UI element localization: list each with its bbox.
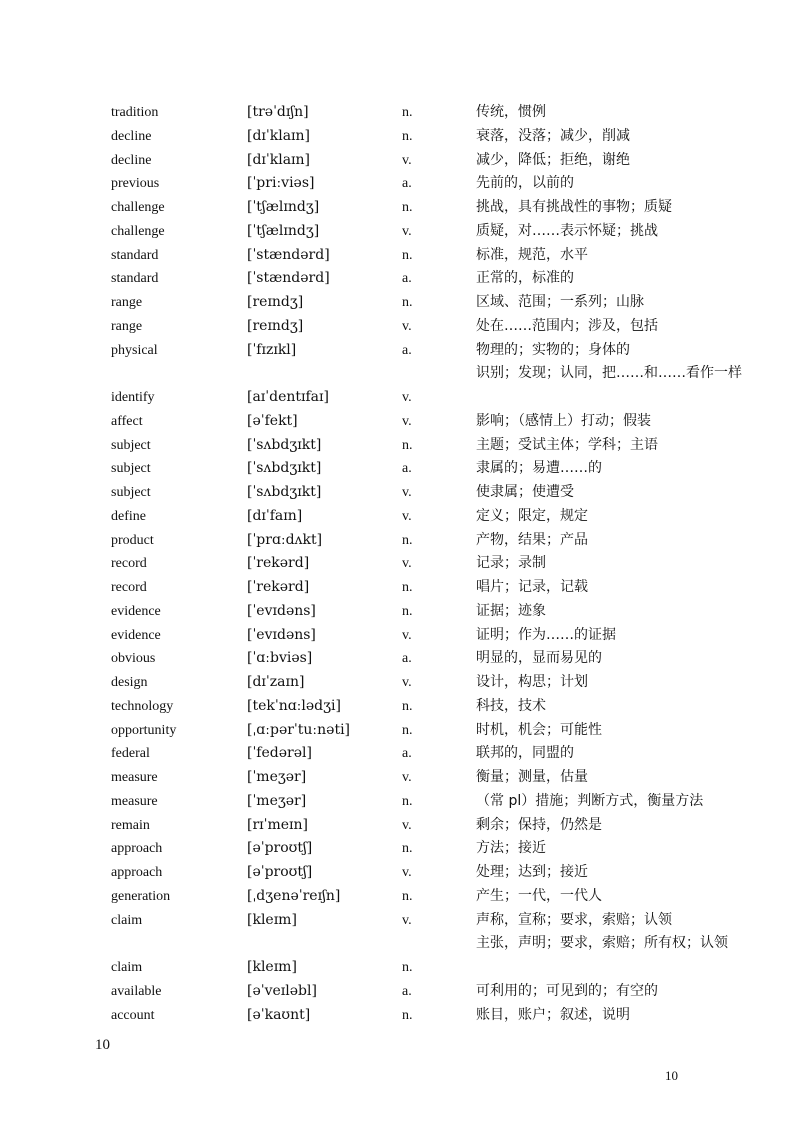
vocab-word: challenge	[111, 200, 165, 215]
vocab-row	[0, 671, 800, 695]
vocab-part-of-speech: n.	[402, 532, 413, 548]
vocab-part-of-speech: v.	[402, 223, 412, 239]
vocab-row	[0, 457, 800, 481]
vocab-word: measure	[111, 793, 158, 809]
vocab-word: affect	[111, 413, 143, 429]
vocab-row	[0, 814, 800, 838]
vocab-word: federal	[111, 746, 150, 762]
vocab-phonetic: [reɪndʒ]	[247, 294, 304, 310]
vocab-word: subject	[111, 461, 151, 477]
vocab-row	[0, 695, 800, 719]
vocab-meaning: 产生；一代，一代人	[476, 887, 602, 904]
vocab-row	[0, 647, 800, 671]
vocab-row	[0, 196, 800, 220]
vocab-part-of-speech: a.	[402, 746, 412, 762]
vocab-part-of-speech: v.	[402, 627, 412, 643]
vocab-phonetic: [tekˈnɑːlədʒi]	[247, 697, 341, 714]
vocab-meaning: 定义；限定，规定	[476, 507, 588, 524]
vocab-meaning: 处理；达到；接近	[476, 864, 588, 880]
vocab-part-of-speech: n.	[402, 437, 413, 453]
vocab-row	[0, 861, 800, 885]
vocab-meaning: 时机，机会；可能性	[476, 721, 602, 738]
vocab-row	[0, 1004, 800, 1028]
vocab-meaning: 衡量；测量，估量	[476, 769, 588, 785]
vocab-meaning: 方法；接近	[476, 840, 546, 857]
vocab-meaning: 标准，规范，水平	[476, 246, 588, 263]
vocab-word: identify	[111, 390, 155, 405]
vocab-row	[0, 291, 800, 315]
vocab-row	[0, 529, 800, 553]
vocab-meaning: 减少，降低；拒绝，谢绝	[476, 151, 630, 168]
vocab-meaning: 记录；录制	[476, 555, 546, 572]
vocab-phonetic: [ˈtʃælɪndʒ]	[247, 199, 320, 215]
vocab-phonetic: [ˈsʌbdʒɪkt]	[247, 436, 322, 453]
vocab-part-of-speech: n.	[402, 128, 413, 144]
vocab-part-of-speech: n.	[402, 1007, 413, 1023]
vocab-meaning: 声称，宣称；要求，索赔；认领	[476, 911, 672, 928]
vocab-part-of-speech: n.	[402, 841, 413, 857]
vocab-part-of-speech: n.	[402, 888, 413, 904]
vocab-phonetic: [ˈfedərəl]	[247, 745, 312, 762]
vocab-part-of-speech: n.	[402, 580, 413, 595]
vocab-phonetic: [ˈstændərd]	[247, 270, 330, 287]
vocab-meaning: 处在……范围内；涉及，包括	[476, 317, 658, 334]
vocab-phonetic: [əˈproʊtʃ]	[247, 864, 313, 880]
vocab-part-of-speech: a.	[402, 342, 412, 358]
vocab-part-of-speech: v.	[402, 770, 412, 785]
vocab-part-of-speech: a.	[402, 461, 412, 477]
vocab-word: product	[111, 532, 154, 548]
vocab-phonetic: [ˌdʒenəˈreɪʃn]	[247, 887, 341, 904]
vocab-meaning: 账目，账户；叙述，说明	[476, 1006, 630, 1023]
vocab-phonetic: [ˈrekərd]	[247, 555, 310, 572]
vocab-meaning: （常 pl）措施；判断方式，衡量方法	[476, 792, 704, 809]
vocab-phonetic: [ˌɑːpərˈtuːnəti]	[247, 721, 351, 738]
vocab-phonetic: [ˈevɪdəns]	[247, 602, 316, 619]
vocab-phonetic: [əˈfekt]	[247, 412, 298, 429]
vocab-part-of-speech: a.	[402, 271, 412, 287]
vocab-phonetic: [dɪˈzaɪn]	[247, 674, 305, 690]
vocab-meaning: 唱片；记录，记载	[476, 579, 588, 595]
vocab-word: range	[111, 318, 143, 334]
vocab-meaning: 主张，声明；要求，索赔；所有权；认领	[476, 935, 728, 952]
vocab-word: generation	[111, 888, 171, 904]
vocab-word: define	[111, 508, 146, 524]
vocab-word: available	[111, 983, 162, 999]
vocab-phonetic: [ˈɑːbviəs]	[247, 650, 313, 667]
vocab-row	[0, 624, 800, 648]
vocab-word: physical	[111, 342, 158, 358]
vocab-row	[0, 315, 800, 339]
vocab-row	[0, 766, 800, 790]
vocab-word: decline	[111, 128, 152, 144]
vocab-word: measure	[111, 770, 158, 785]
vocab-part-of-speech: v.	[402, 485, 412, 500]
vocab-row	[0, 719, 800, 743]
vocab-phonetic: [dɪˈklaɪn]	[247, 127, 311, 144]
vocab-meaning: 先前的，以前的	[476, 175, 574, 192]
vocab-word: remain	[111, 817, 150, 833]
vocab-meaning: 设计，构思；计划	[476, 674, 588, 690]
vocab-part-of-speech: n.	[402, 793, 413, 809]
vocab-word: previous	[111, 176, 160, 192]
vocab-word: account	[111, 1007, 155, 1023]
vocab-meaning: 衰落，没落；减少，削减	[476, 127, 630, 144]
vocab-word: range	[111, 295, 143, 310]
vocab-part-of-speech: n.	[402, 295, 413, 310]
vocab-meaning: 影响；（感情上）打动；假装	[476, 412, 651, 429]
vocabulary-list	[0, 101, 800, 1027]
vocab-phonetic: [ˈstændərd]	[247, 246, 330, 263]
vocab-row	[0, 980, 800, 1004]
vocab-row	[0, 576, 800, 600]
vocab-phonetic: [kleɪm]	[247, 911, 297, 928]
vocab-meaning: 识别；发现；认同，把……和……看作一样	[476, 365, 742, 382]
vocab-part-of-speech: v.	[402, 912, 412, 928]
vocab-phonetic: [ˈsʌbdʒɪkt]	[247, 484, 322, 500]
vocab-row	[0, 172, 800, 196]
vocab-row	[0, 505, 800, 529]
vocab-word: record	[111, 580, 147, 595]
vocab-part-of-speech: v.	[402, 556, 412, 572]
vocab-row	[0, 339, 800, 363]
vocab-part-of-speech: v.	[402, 318, 412, 334]
vocab-row	[0, 837, 800, 861]
vocab-phonetic: [ˈevɪdəns]	[247, 626, 316, 643]
vocab-part-of-speech: v.	[402, 675, 412, 690]
vocab-meaning: 正常的，标准的	[476, 270, 574, 287]
vocab-row	[0, 149, 800, 173]
vocab-meaning: 证明；作为……的证据	[476, 626, 616, 643]
vocab-part-of-speech: v.	[402, 865, 412, 880]
vocab-phonetic: [ˈrekərd]	[247, 579, 310, 595]
vocab-phonetic: [aɪˈdentɪfaɪ]	[247, 389, 329, 405]
vocab-phonetic: [ˈprɑːdʌkt]	[247, 531, 323, 548]
vocab-word: claim	[111, 912, 143, 928]
vocab-word: obvious	[111, 651, 156, 667]
vocab-row	[0, 125, 800, 149]
vocab-part-of-speech: v.	[402, 390, 412, 405]
vocab-part-of-speech: n.	[402, 722, 413, 738]
vocab-part-of-speech: n.	[402, 200, 413, 215]
vocab-part-of-speech: v.	[402, 152, 412, 168]
vocab-row	[0, 410, 800, 434]
vocab-part-of-speech: a.	[402, 983, 412, 999]
vocab-row	[0, 932, 800, 980]
vocab-row	[0, 244, 800, 268]
vocab-meaning: 挑战，具有挑战性的事物；质疑	[476, 199, 672, 215]
vocab-phonetic: [reɪndʒ]	[247, 317, 304, 334]
vocab-part-of-speech: n.	[402, 698, 413, 714]
vocab-phonetic: [dɪˈklaɪn]	[247, 151, 311, 168]
vocab-meaning: 明显的，显而易见的	[476, 650, 602, 667]
vocab-part-of-speech: v.	[402, 413, 412, 429]
vocab-part-of-speech: n.	[402, 247, 413, 263]
vocab-part-of-speech: n.	[402, 603, 413, 619]
vocab-meaning: 质疑，对……表示怀疑；挑战	[476, 222, 658, 239]
vocab-word: evidence	[111, 627, 161, 643]
vocab-word: tradition	[111, 105, 159, 120]
vocab-part-of-speech: n.	[402, 105, 413, 120]
vocab-word: opportunity	[111, 722, 177, 738]
vocab-word: subject	[111, 485, 151, 500]
vocab-word: approach	[111, 865, 163, 880]
vocab-phonetic: [ˈsʌbdʒɪkt]	[247, 460, 322, 477]
vocab-row	[0, 481, 800, 505]
vocab-part-of-speech: a.	[402, 176, 412, 192]
vocab-meaning: 剩余；保持，仍然是	[476, 816, 602, 833]
vocab-phonetic: [trəˈdɪʃn]	[247, 104, 309, 120]
vocab-row	[0, 885, 800, 909]
vocab-meaning: 主题；受试主体；学科；主语	[476, 436, 658, 453]
vocab-phonetic: [ˈpriːviəs]	[247, 175, 315, 192]
vocab-row	[0, 220, 800, 244]
vocab-meaning: 使隶属；使遭受	[476, 484, 574, 500]
vocab-row	[0, 909, 800, 933]
vocab-word: decline	[111, 152, 152, 168]
vocab-row	[0, 552, 800, 576]
vocab-word: evidence	[111, 603, 161, 619]
vocab-word: design	[111, 675, 148, 690]
vocab-part-of-speech: a.	[402, 651, 412, 667]
vocab-word: record	[111, 556, 147, 572]
vocab-meaning: 证据；迹象	[476, 602, 546, 619]
vocab-part-of-speech: n.	[402, 960, 413, 975]
vocab-meaning: 隶属的；易遭……的	[476, 460, 602, 477]
vocab-phonetic: [ˈmeʒər]	[247, 769, 307, 785]
vocab-word: standard	[111, 247, 159, 263]
vocab-phonetic: [əˈproʊtʃ]	[247, 840, 313, 857]
vocab-phonetic: [ˈfɪzɪkl]	[247, 341, 297, 358]
vocab-part-of-speech: v.	[402, 508, 412, 524]
vocab-meaning: 区域、范围；一系列；山脉	[476, 294, 644, 310]
vocab-row	[0, 600, 800, 624]
vocab-phonetic: [əˈveɪləbl]	[247, 982, 317, 999]
vocab-word: subject	[111, 437, 151, 453]
vocab-phonetic: [əˈkaʊnt]	[247, 1006, 311, 1023]
vocab-word: claim	[111, 960, 143, 975]
vocab-phonetic: [dɪˈfaɪn]	[247, 507, 303, 524]
vocab-meaning: 产物，结果；产品	[476, 531, 588, 548]
page-number-right: 10	[665, 1068, 678, 1083]
vocab-row	[0, 267, 800, 291]
vocab-meaning: 物理的；实物的；身体的	[476, 341, 630, 358]
vocab-word: technology	[111, 698, 174, 714]
vocab-word: standard	[111, 271, 159, 287]
vocab-meaning: 传统，惯例	[476, 104, 546, 120]
vocab-row	[0, 742, 800, 766]
vocab-word: approach	[111, 841, 163, 857]
vocab-row	[0, 362, 800, 410]
vocab-word: challenge	[111, 223, 165, 239]
vocab-row	[0, 101, 800, 125]
vocab-phonetic: [rɪˈmeɪn]	[247, 816, 308, 833]
page-number-left: 10	[95, 1037, 110, 1053]
vocab-meaning: 联邦的，同盟的	[476, 745, 574, 762]
vocab-phonetic: [ˈtʃælɪndʒ]	[247, 222, 320, 239]
vocab-row	[0, 434, 800, 458]
vocab-phonetic: [ˈmeʒər]	[247, 792, 307, 809]
vocab-phonetic: [kleɪm]	[247, 959, 297, 975]
vocab-meaning: 科技，技术	[476, 697, 546, 714]
vocab-part-of-speech: v.	[402, 817, 412, 833]
vocab-row	[0, 790, 800, 814]
vocab-meaning: 可利用的；可见到的；有空的	[476, 982, 658, 999]
